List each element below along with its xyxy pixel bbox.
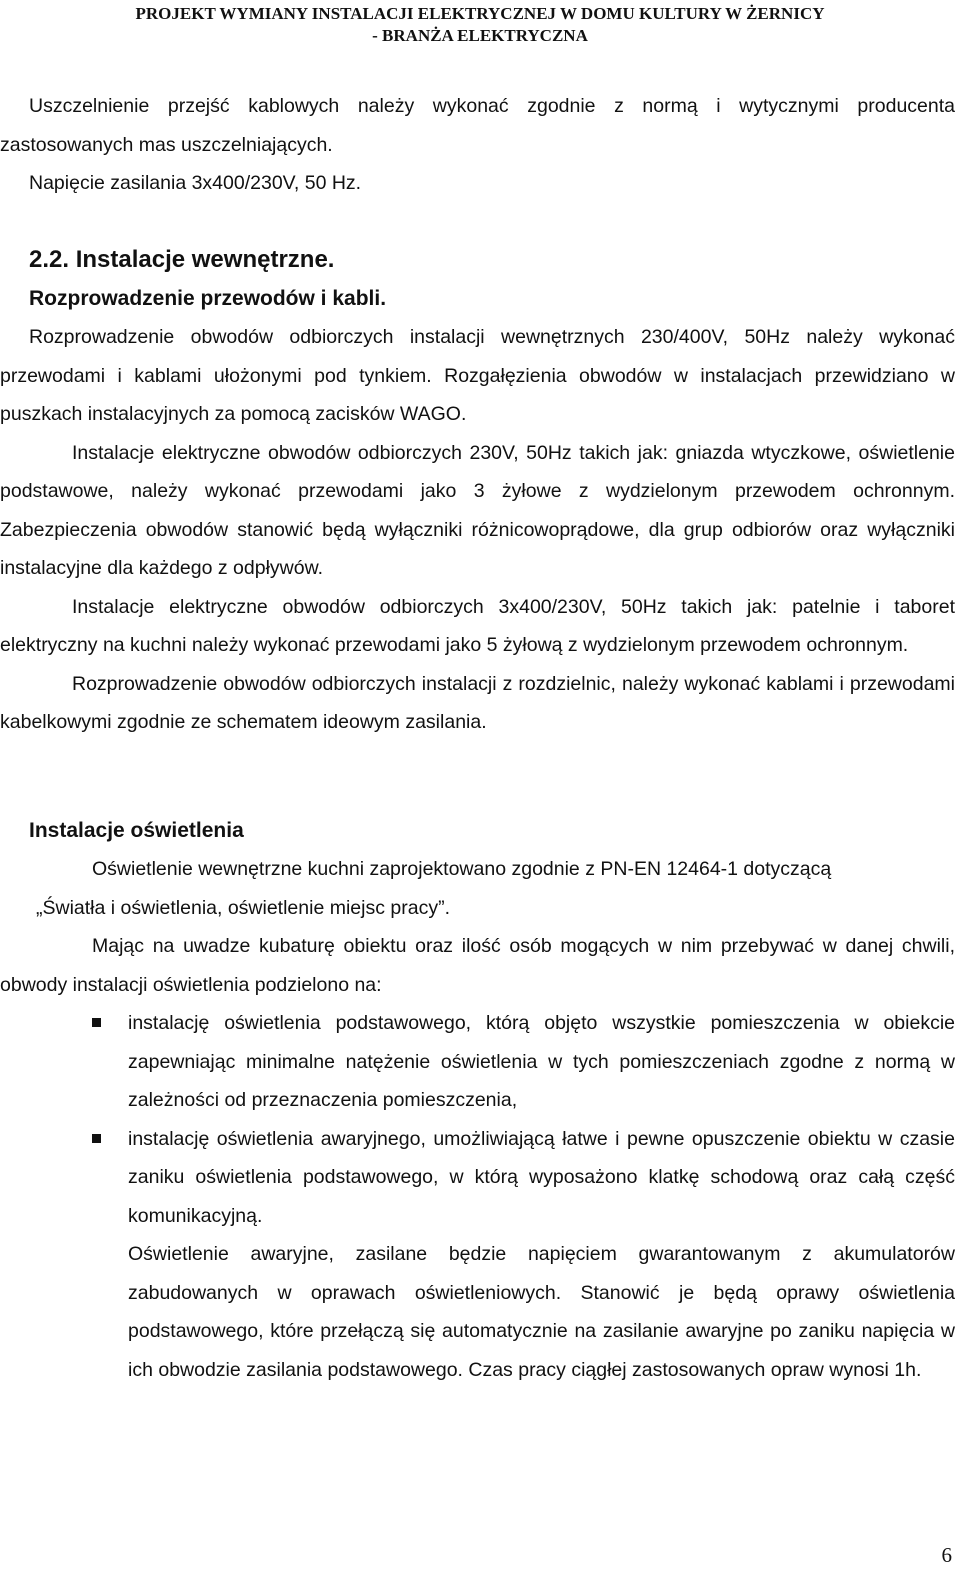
square-bullet-icon — [92, 1134, 101, 1143]
lighting-paragraph-2: Mając na uwadze kubaturę obiektu oraz ilość osób mogących w nim przebywać w danej chwili, obwody instalacji oświetlenia podzielono na: — [0, 935, 955, 996]
header-line-2: - BRANŻA ELEKTRYCZNA — [372, 26, 588, 45]
section-title: 2.2. Instalacje wewnętrzne. — [29, 246, 335, 273]
section-paragraph-1: Rozprowadzenie obwodów odbiorczych instalacji wewnętrznych 230/400V, 50Hz należy wykonać przewodami i kablami ułożonymi pod tynkiem. Rozgałęzienia obwodów w instalacjach przewidziano w puszkach instalacyjnych za pomocą zacisków WAGO. — [0, 326, 955, 425]
page-number: 6 — [941, 1543, 952, 1567]
list-item — [0, 1120, 955, 1236]
section-paragraph-4: Rozprowadzenie obwodów odbiorczych instalacji z rozdzielnic, należy wykonać kablami i przewodami kabelkowymi zgodnie ze schematem ideowym zasilania. — [0, 672, 955, 733]
header-line-1: PROJEKT WYMIANY INSTALACJI ELEKTRYCZNEJ W DOMU KULTURY W ŻERNICY — [135, 4, 825, 23]
spacer — [0, 742, 955, 800]
section-subtitle: Rozprowadzenie przewodów i kabli. — [29, 286, 387, 310]
document-body — [0, 87, 955, 1389]
intro-paragraph-sealing: Uszczelnienie przejść kablowych należy wykonać zgodnie z normą i wytycznymi producenta zastosowanych mas uszczelniających. — [0, 95, 955, 156]
spacer — [0, 800, 955, 812]
section-paragraph-2: Instalacje elektryczne obwodów odbiorczych 230V, 50Hz takich jak: gniazda wtyczkowe, oświetlenie podstawowe, należy wykonać przewodami jako 3 żyłowe z wydzielonym przewodem ochronnym. Zabezpieczenia obwodów stanowić będą wyłączniki różnicowoprądowe, dla grup odbiorów oraz wyłączniki instalacyjne dla każdego z odpływów. — [0, 441, 955, 579]
lighting-bullet-list — [0, 1004, 955, 1235]
intro-paragraph-voltage: Napięcie zasilania 3x400/230V, 50 Hz. — [29, 172, 362, 194]
lighting-title: Instalacje oświetlenia — [29, 818, 244, 842]
lighting-paragraph-1-line-1: Oświetlenie wewnętrzne kuchni zaprojektowano zgodnie z PN-EN 12464-1 dotyczącą — [92, 858, 832, 880]
square-bullet-icon — [92, 1018, 101, 1027]
lighting-paragraph-3: Oświetlenie awaryjne, zasilane będzie napięciem gwarantowanym z akumulatorów zabudowanych w oprawach oświetleniowych. Stanowić je będą oprawy oświetlenia podstawowego, które przełączą się automatycznie na zasilanie awaryjne po zaniku napięcia w ich obwodzie zasilania podstawowego. Czas pracy ciągłej zastosowanych opraw wynosi 1h. — [128, 1243, 955, 1381]
list-item-text: instalację oświetlenia awaryjnego, umożliwiającą łatwe i pewne opuszczenie obiektu w czasie zaniku oświetlenia podstawowego, w którą wyposażono klatkę schodową oraz całą część komunikacyjną. — [128, 1127, 955, 1227]
document-header — [0, 3, 960, 47]
section-paragraph-3: Instalacje elektryczne obwodów odbiorczych 3x400/230V, 50Hz takich jak: patelnie i taboret elektryczny na kuchni należy wykonać przewodami jako 5 żyłową z wydzielonym przewodem ochronnym. — [0, 595, 955, 656]
lighting-paragraph-1-line-2: „Światła i oświetlenia, oświetlenie miejsc pracy”. — [36, 896, 450, 919]
list-item — [0, 1004, 955, 1120]
list-item-text: instalację oświetlenia podstawowego, którą objęto wszystkie pomieszczenia w obiekcie zapewniając minimalne natężenie oświetlenia w tych pomieszczeniach zgodne z normą w zależności od przeznaczenia pomieszczenia, — [128, 1012, 955, 1111]
spacer — [0, 203, 955, 242]
